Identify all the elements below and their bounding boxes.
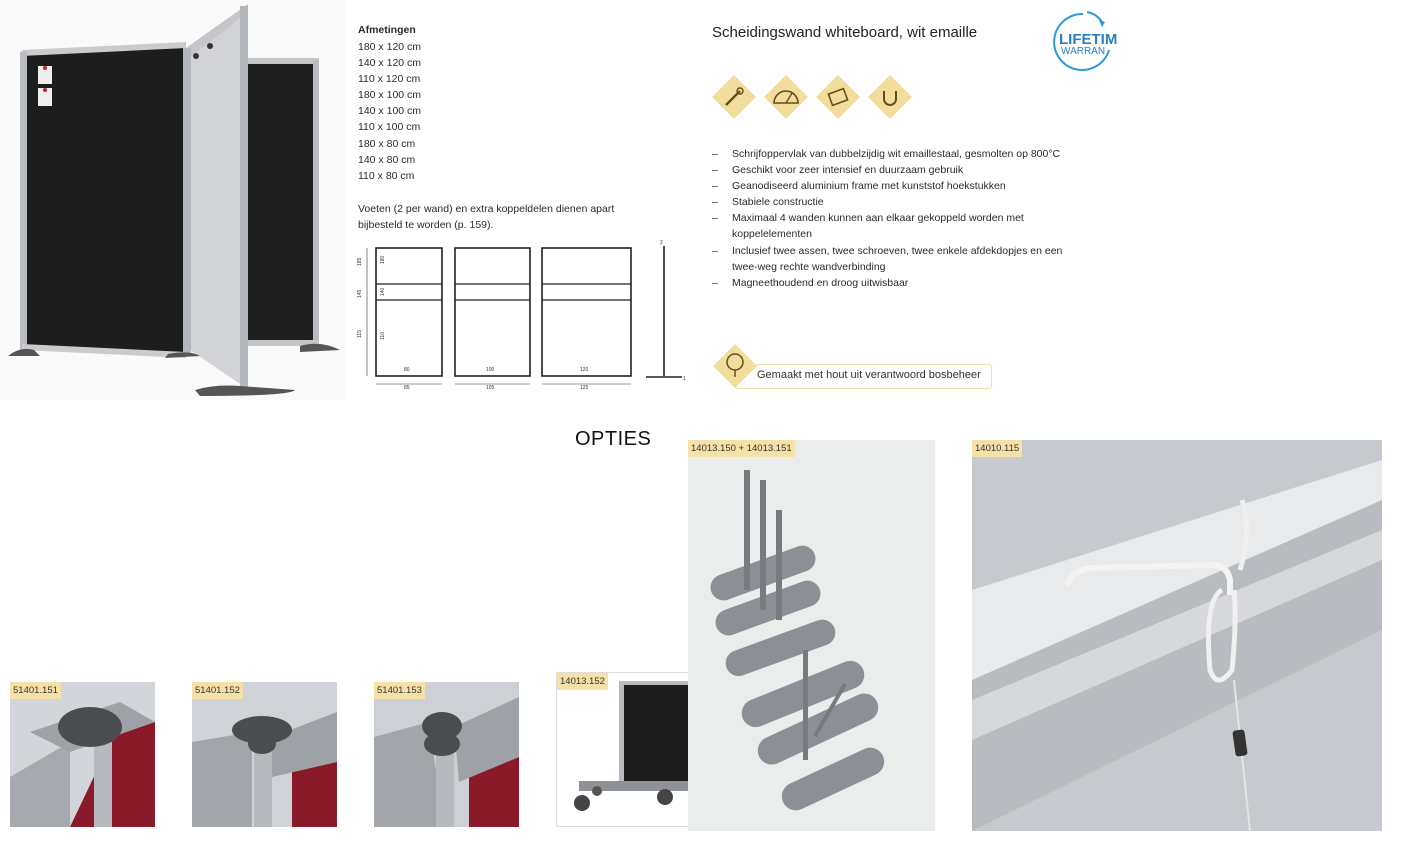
option-code: 14013.150 + 14013.151 [688,440,795,457]
feature-icons [710,73,920,121]
warranty-line-1: LIFETIM [1059,31,1118,48]
outer-width-125: 125 [580,385,589,391]
option-14013-150-151 [688,440,935,831]
option-51401-151 [10,682,155,827]
option-code: 14010.115 [972,440,1022,457]
feature-item: – Geschikt voor zeer intensief en duurzaam gebruik [712,164,964,177]
option-code: 14013.152 [557,673,608,690]
option-14013-152 [556,672,701,827]
dimension-item: 110 x 100 cm [358,121,421,134]
options-title: OPTIES [575,428,652,450]
product-photo [0,0,346,400]
dimension-item: 140 x 100 cm [358,105,422,118]
dimension-item: 140 x 80 cm [358,153,416,166]
feet-note: Voeten (2 per wand) en extra koppeldelen dienen apart bijbesteld te worden (p. 159). [358,203,615,231]
dimension-item: 110 x 120 cm [358,73,421,86]
technical-drawing [358,238,688,390]
divider-illustration [0,0,346,400]
warranty-line-2: WARRAN [1061,46,1106,57]
warranty-badge [1047,10,1118,74]
inner-width-120: 120 [580,367,589,373]
dimensions-list [358,39,421,184]
side-label-top: 2 [660,240,663,246]
dimension-item: 180 x 120 cm [358,41,422,53]
option-code: 51401.153 [374,682,425,699]
magnet-icon [868,75,912,119]
dimension-item: 180 x 80 cm [358,137,416,150]
feature-item: – Inclusief twee assen, twee schroeven, twee enkele afdekdopjes en een twee-weg rechte wandverbinding [712,244,1063,273]
scale-label-185: 185 [357,257,363,266]
dimensions-title: Afmetingen [358,24,416,36]
height-label-110: 110 [380,332,386,340]
dimension-item: 110 x 80 cm [358,169,415,182]
outer-width-85: 85 [404,385,410,391]
dimension-item: 140 x 120 cm [358,57,422,70]
feature-item: – Schrijfoppervlak van dubbelzijdig wit emaillestaal, gesmolten op 800°C [712,148,1061,160]
feature-list [712,146,1102,291]
eraser-icon [816,75,860,119]
height-label-140: 140 [380,287,386,296]
height-label-180: 180 [380,255,386,264]
option-51401-153 [374,682,519,827]
inner-width-80: 80 [404,367,410,373]
eco-label: Gemaakt met hout uit verantwoord bosbeheer [757,369,981,381]
pen-icon [712,75,756,119]
scale-label-145: 145 [357,289,363,298]
option-code: 51401.151 [10,682,61,699]
tree-icon [712,343,758,389]
feature-item: – Maximaal 4 wanden kunnen aan elkaar gekoppeld worden met koppelelementen [712,212,1024,241]
option-51401-152 [192,682,337,827]
option-code: 51401.152 [192,682,243,699]
feature-item: – Stabiele constructie [712,196,824,209]
feature-item: – Geanodiseerd aluminium frame met kunststof hoekstukken [712,180,1006,193]
option-14010-115 [972,440,1382,831]
dimension-item: 180 x 100 cm [358,89,422,102]
product-title: Scheidingswand whiteboard, wit emaille [712,24,978,41]
scale-label-115: 115 [357,330,363,338]
inner-width-100: 100 [486,367,495,373]
protractor-icon [764,75,808,119]
feature-item: – Magneethoudend en droog uitwisbaar [712,276,909,289]
outer-width-105: 105 [486,385,495,391]
side-label-bottom: 1 [683,376,686,382]
